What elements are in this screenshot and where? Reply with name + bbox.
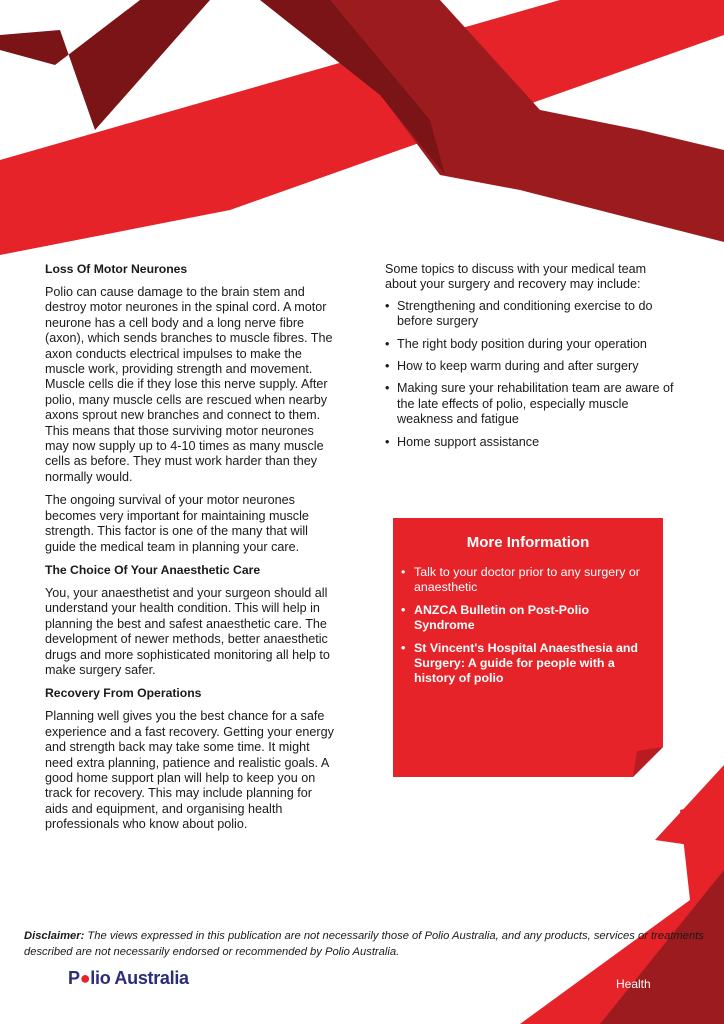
paragraph-anaesthetic-care: You, your anaesthetist and your surgeon should all understand your health condition. This will help in planning the best and safest anaesthetic care. The development of newer methods, better anaesthetic drugs and more sophisticated monitoring all help to make surgery safer. [45,585,330,677]
paragraph-neurone-survival: The ongoing survival of your motor neurones becomes very important for maintaining muscle strength. This factor is one of the many that will guide the medical team in planning your care. [45,493,309,554]
anzca-bulletin-link[interactable]: • ANZCA Bulletin on Post-Polio Syndrome [414,603,645,634]
logo-mark-icon: ● [79,968,91,988]
heading-recovery: Recovery From Operations [45,686,202,701]
list-item: • How to keep warm during and after surgery [385,359,677,374]
list-item: • Strengthening and conditioning exercise to do before surgery [385,299,677,330]
disclaimer-label: Disclaimer: [24,930,85,942]
logo-letter: P [68,968,80,988]
heading-anaesthetic-care: The Choice Of Your Anaesthetic Care [45,562,261,577]
page-fold-corner [633,747,663,777]
heading-loss-of-motor-neurones: Loss Of Motor Neurones [45,262,188,276]
logo-text: lio Australia [90,968,189,988]
more-information-list [393,565,663,687]
disclaimer [24,928,704,960]
topics-list [385,299,677,450]
st-vincents-guide-link[interactable]: • St Vincent's Hospital Anaesthesia and Surgery: A guide for people with a history of polio [414,641,645,687]
list-item: • Making sure your rehabilitation team are aware of the late effects of polio, especially muscle weakness and fatigue [385,381,677,427]
list-item: • Talk to your doctor prior to any surgery or anaesthetic [414,565,645,596]
polio-australia-logo [68,968,189,989]
topics-intro: Some topics to discuss with your medical team about your surgery and recovery may include: [385,262,647,292]
paragraph-recovery: Planning well gives you the best chance for a safe experience and a fast recovery. Getting your energy and strength back may take some time. It might need extra planning, patience and realistic goals. A good home support plan will help to keep you on track for recovery. This may include planning for aids and equipment, and organising health professionals who know about polio. [45,709,334,832]
more-information-box [393,518,663,777]
list-item: • The right body position during your operation [385,337,677,352]
paragraph-motor-neurones: Polio can cause damage to the brain stem and destroy motor neurones in the spinal cord. A motor neurone has a cell body and a long nerve fibre (axon), which sends branches to muscle fibres. The axon conducts electrical impulses to make the muscle work, providing strength and movement. Muscle cells die if they lose this nerve supply. After polio, many muscle cells are rescued when nearby axons sprout new branches and connect to them. This means that those surviving motor neurones may now supply up to 4-10 times as many muscle cells as before. They must work harder than they normally would. [45,285,333,484]
right-column [385,262,677,457]
disclaimer-text: The views expressed in this publication are not necessarily those of Polio Australia, and any products, services or treatments described are not necessarily endorsed or recommended by Polio Australia. [24,930,704,958]
category-label: Health [616,977,651,991]
list-item: • Home support assistance [385,435,677,450]
more-information-title: More Information [466,534,590,551]
left-column [45,262,337,841]
